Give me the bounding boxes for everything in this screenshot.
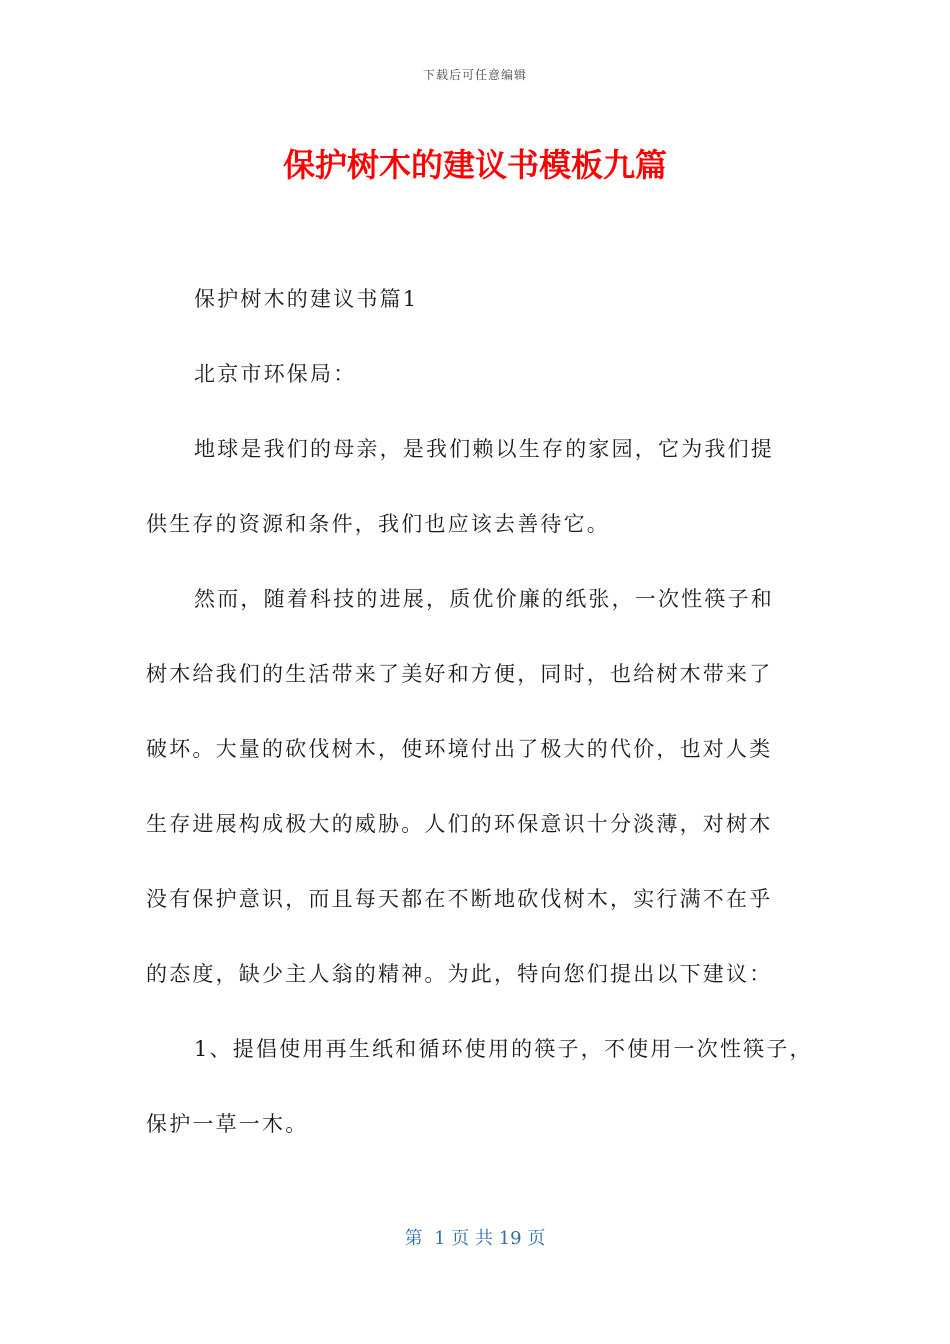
suggestion-line: 保护一草一木。	[146, 1112, 309, 1136]
page-number: 第 1 页 共 19 页	[404, 1228, 546, 1249]
paragraph-line: 破坏。大量的砍伐树木，使环境付出了极大的代价，也对人类	[146, 737, 773, 761]
section-heading: 保护树木的建议书篇1	[194, 287, 419, 311]
paragraph-line: 生存进展构成极大的威胁。人们的环保意识十分淡薄，对树木	[146, 812, 773, 836]
paragraph-line: 树木给我们的生活带来了美好和方便，同时，也给树木带来了	[146, 662, 773, 686]
paragraph-line: 然而，随着科技的进展，质优价廉的纸张，一次性筷子和	[194, 587, 774, 611]
paragraph-line: 地球是我们的母亲，是我们赖以生存的家园，它为我们提	[194, 437, 774, 461]
suggestion-line: 1、提倡使用再生纸和循环使用的筷子，不使用一次性筷子，	[194, 1037, 813, 1061]
header-note: 下载后可任意编辑	[422, 68, 527, 82]
paragraph-line: 的态度，缺少主人翁的精神。为此，特向您们提出以下建议：	[146, 962, 773, 986]
document-title: 保护树木的建议书模板九篇	[282, 146, 667, 184]
document-body	[146, 262, 813, 1162]
paragraph-line: 供生存的资源和条件，我们也应该去善待它。	[146, 512, 610, 536]
salutation: 北京市环保局：	[194, 362, 357, 386]
paragraph-line: 没有保护意识，而且每天都在不断地砍伐树木，实行满不在乎	[146, 887, 773, 911]
